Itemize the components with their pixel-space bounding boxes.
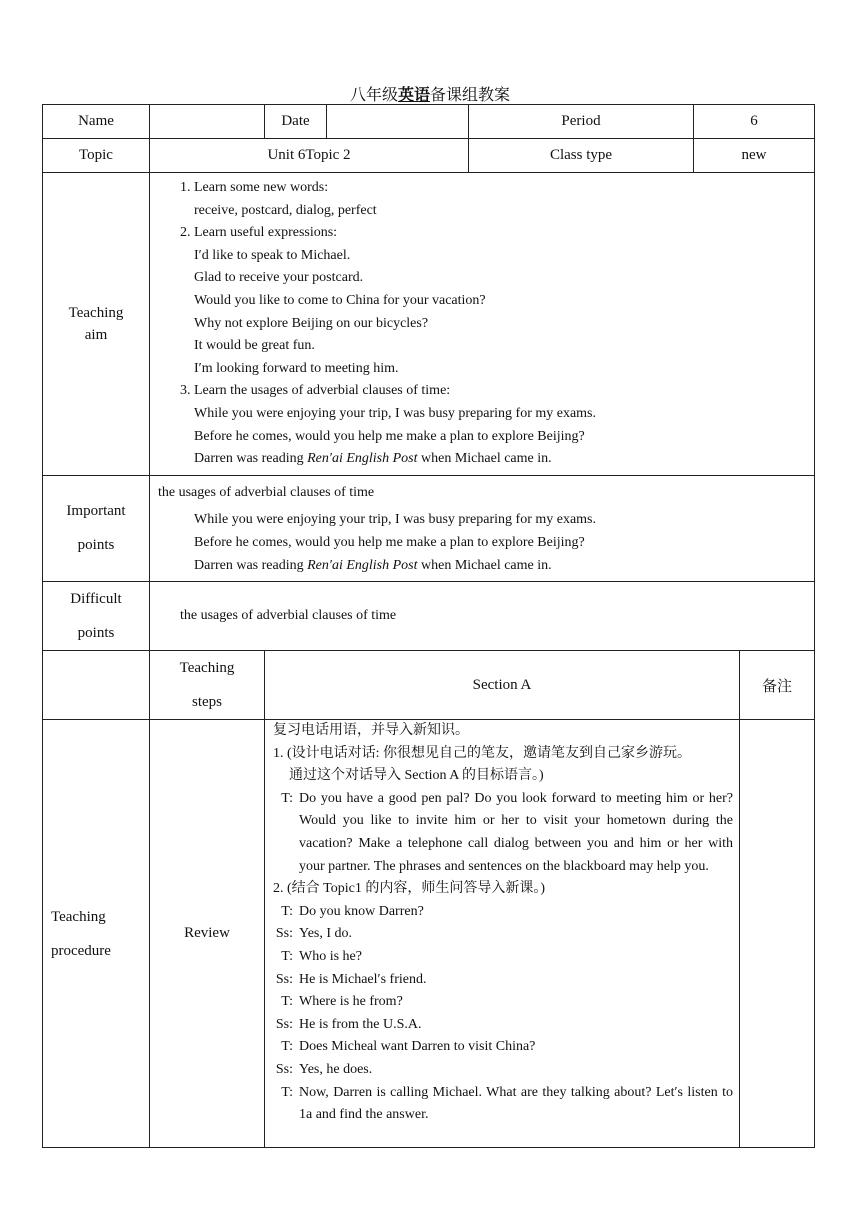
- dialog-line: T: Now, Darren is calling Michael. What are they talking about? Let′s listen to 1a and find the answer.: [281, 1084, 733, 1123]
- procedure-row: [43, 720, 815, 1148]
- aim-item-2: 2. Learn useful expressions:: [180, 225, 338, 241]
- topic-value: Unit 6Topic 2: [150, 139, 469, 173]
- proc-part-1-cont: 通过这个对话导入 Section A 的目标语言。): [289, 768, 544, 784]
- class-type-value: new: [694, 139, 815, 173]
- teaching-aim-label: Teaching aim: [43, 173, 150, 476]
- difficult-points-row: [43, 582, 815, 651]
- aim-example: While you were enjoying your trip, I was busy preparing for my exams.: [194, 405, 597, 421]
- important-heading: the usages of adverbial clauses of time: [158, 484, 375, 500]
- important-example: Before he comes, would you help me make a plan to explore Beijing?: [194, 534, 585, 550]
- steps-header-row: [43, 651, 815, 720]
- teaching-aim-content: [150, 173, 815, 476]
- header-row-1: [43, 105, 815, 139]
- teaching-steps-label: Teaching steps: [150, 651, 265, 720]
- lesson-plan-table: [42, 104, 815, 1148]
- difficult-points-content: the usages of adverbial clauses of time: [150, 582, 815, 651]
- aim-item-3: 3. Learn the usages of adverbial clauses of time:: [180, 383, 451, 399]
- important-points-label: Important points: [43, 475, 150, 581]
- aim-item-1: 1. Learn some new words:: [180, 180, 329, 195]
- steps-header-blank: [43, 651, 150, 720]
- proc-intro: 复习电话用语，并导入新知识。: [273, 723, 469, 739]
- teaching-aim-row: [43, 173, 815, 476]
- aim-example: Darren was reading Ren′ai English Post when Michael came in.: [194, 451, 552, 467]
- dialog-line: Ss: He is from the U.S.A.: [275, 1016, 422, 1032]
- dialog-line: Ss: Yes, he does.: [275, 1062, 373, 1077]
- section-label: Section A: [265, 651, 740, 720]
- page-title: 八年级英语备课组教案: [349, 87, 511, 104]
- name-value[interactable]: [150, 105, 265, 139]
- aim-words: receive, postcard, dialog, perfect: [194, 202, 377, 218]
- important-points-row: [43, 475, 815, 581]
- aim-expression: I′m looking forward to meeting him.: [194, 360, 399, 376]
- notes-label: 备注: [740, 651, 815, 720]
- dialog-line: T: Does Micheal want Darren to visit China?: [281, 1039, 536, 1055]
- dialog-line: T: Who is he?: [281, 949, 362, 965]
- proc-part-1: 1. (设计电话对话: 你很想见自己的笔友，邀请笔友到自己家乡游玩。: [273, 745, 692, 761]
- header-row-2: [43, 139, 815, 173]
- aim-expression: Glad to receive your postcard.: [194, 270, 364, 286]
- important-example: Darren was reading Ren′ai English Post when Michael came in.: [194, 557, 552, 573]
- aim-example: Before he comes, would you help me make a plan to explore Beijing?: [194, 428, 585, 444]
- dialog-line: T: Do you know Darren?: [281, 903, 424, 919]
- date-value[interactable]: [327, 105, 469, 139]
- dialog-line: Ss: He is Michael′s friend.: [275, 971, 427, 987]
- dialog-line: T: Where is he from?: [281, 994, 403, 1010]
- date-label: Date: [265, 105, 327, 139]
- teaching-procedure-label: Teaching procedure: [43, 720, 150, 1148]
- name-label: Name: [43, 105, 150, 139]
- aim-expression: It would be great fun.: [194, 338, 315, 354]
- important-points-content: [150, 475, 815, 581]
- aim-expression: Why not explore Beijing on our bicycles?: [194, 315, 429, 331]
- dialog-line: T: Do you have a good pen pal? Do you look forward to meeting him or her? Would you like to invite him or her to visit your hometown during the vacation? Make a telephone call dialog between you and him or her with your partner. The phrases and sentences on the blackboard may help you.: [281, 790, 733, 874]
- topic-label: Topic: [43, 139, 150, 173]
- aim-expression: Would you like to come to China for your vacation?: [194, 292, 486, 308]
- difficult-points-label: Difficult points: [43, 582, 150, 651]
- period-value: 6: [694, 105, 815, 139]
- class-type-label: Class type: [469, 139, 694, 173]
- aim-expression: I′d like to speak to Michael.: [194, 247, 351, 263]
- proc-part-2: 2. (结合 Topic1 的内容，师生问答导入新课。): [273, 881, 546, 897]
- period-label: Period: [469, 105, 694, 139]
- notes-cell[interactable]: [740, 720, 815, 1148]
- dialog-line: Ss: Yes, I do.: [275, 926, 353, 942]
- review-step: Review: [150, 720, 265, 1148]
- procedure-content: [265, 720, 740, 1148]
- important-example: While you were enjoying your trip, I was busy preparing for my exams.: [194, 512, 597, 528]
